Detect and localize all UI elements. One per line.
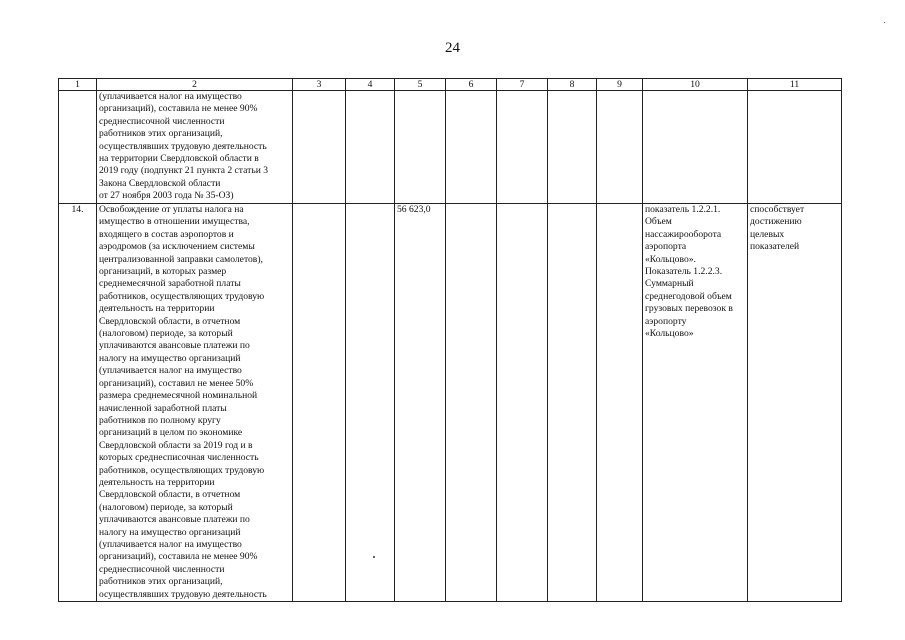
table-cell xyxy=(346,204,395,602)
table-row xyxy=(59,204,842,602)
table-cell xyxy=(548,91,597,204)
column-header: 9 xyxy=(597,79,643,91)
column-header: 8 xyxy=(548,79,597,91)
page-number: 24 xyxy=(445,40,460,56)
table-cell xyxy=(497,204,548,602)
effect-cell: способствует достижению целевых показателей xyxy=(748,204,842,602)
table-cell xyxy=(395,91,446,204)
table-cell xyxy=(446,91,497,204)
table-cell xyxy=(748,91,842,204)
column-header: 4 xyxy=(346,79,395,91)
column-header: 7 xyxy=(497,79,548,91)
table-cell xyxy=(597,204,643,602)
tax-benefits-table xyxy=(58,78,842,602)
table-cell xyxy=(346,91,395,204)
benefit-description-cell: (уплачивается налог на имущество организаций), составила не менее 90% среднесписочной численности работников этих организаций, осуществлявших трудовую деятельность на территории Свердловской области в 2019 году (подпункт 21 пункта 2 статьи 3 Закона Свердловской области от 27 ноября 2003 года № 35-ОЗ) xyxy=(97,91,293,204)
column-header: 5 xyxy=(395,79,446,91)
column-header: 11 xyxy=(748,79,842,91)
table-cell xyxy=(548,204,597,602)
column-header: 3 xyxy=(293,79,346,91)
indicator-cell: показатель 1.2.2.1. Объем нассажирооборота аэропорта «Кольцово». Показатель 1.2.2.3. Суммарный среднегодовой объем грузовых перевозок в аэропорту «Кольцово» xyxy=(643,204,748,602)
table-row xyxy=(59,91,842,204)
scan-speck xyxy=(884,22,885,23)
table-cell xyxy=(497,91,548,204)
row-number-cell: 14. xyxy=(59,204,97,602)
column-number-row xyxy=(59,79,842,91)
table-cell xyxy=(446,204,497,602)
column-header: 10 xyxy=(643,79,748,91)
column-header: 6 xyxy=(446,79,497,91)
column-header: 2 xyxy=(97,79,293,91)
benefit-description-cell: Освобождение от уплаты налога на имущество в отношении имущества, входящего в состав аэропортов и аэродромов (за исключением системы централизованной заправки самолетов), организаций, в которых размер среднемесячной заработной платы работников, осуществляющих трудовую деятельность на территории Свердловской области, в отчетном (налоговом) периоде, за который уплачиваются авансовые платежи по налогу на имущество организаций (уплачивается налог на имущество организаций), составил не менее 50% размера среднемесячной номинальной начисленной заработной платы работников по полному кругу организаций в целом по экономике Свердловской области за 2019 год и в которых среднесписочная численность работников, осуществляющих трудовую деятельность на территории Свердловской области, в отчетном (налоговом) периоде, за который уплачиваются авансовые платежи по налогу на имущество организаций (уплачивается налог на имущество организаций), составила не менее 90% среднесписочной численности работников этих организаций, осуществлявших трудовую деятельность xyxy=(97,204,293,602)
table-cell xyxy=(597,91,643,204)
table-cell xyxy=(293,91,346,204)
table-cell xyxy=(293,204,346,602)
row-number-cell xyxy=(59,91,97,204)
amount-cell: 56 623,0 xyxy=(395,204,446,602)
table-cell xyxy=(643,91,748,204)
column-header: 1 xyxy=(59,79,97,91)
scan-speck xyxy=(373,556,375,558)
